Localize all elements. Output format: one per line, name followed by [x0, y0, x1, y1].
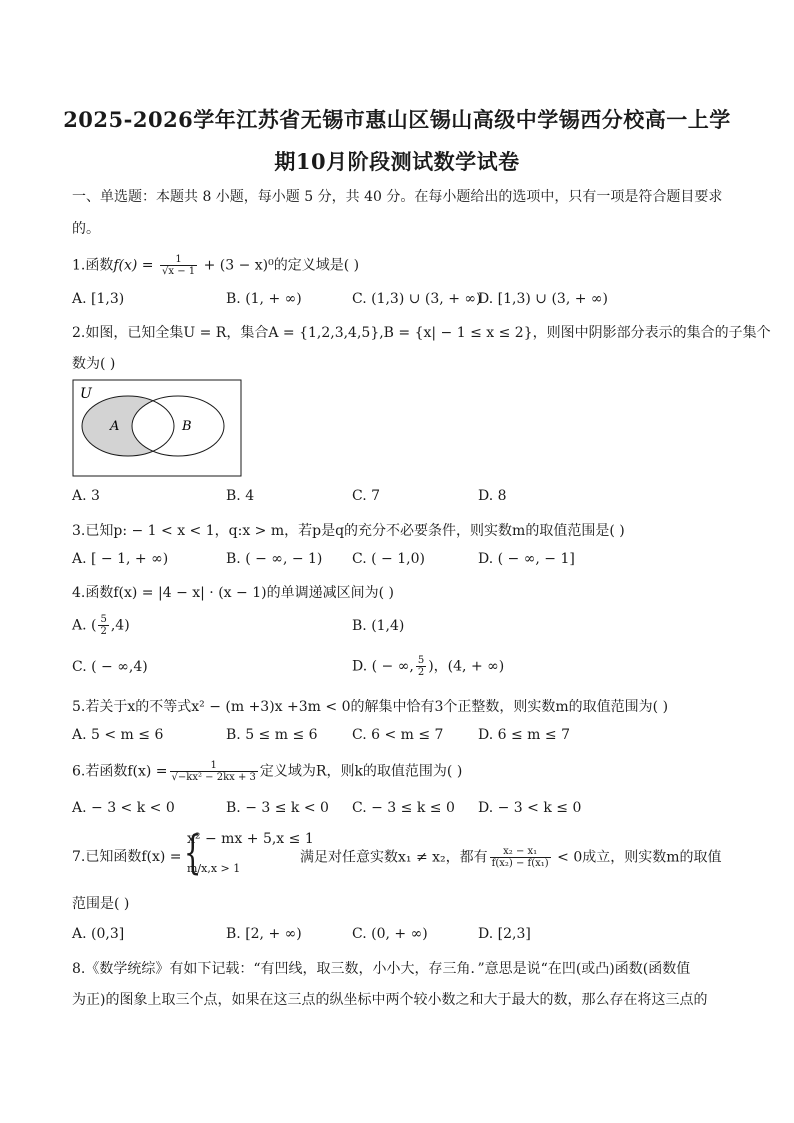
q5-option-b: B. 5 ≤ m ≤ 6 — [226, 727, 318, 743]
q6-option-c: C. − 3 ≤ k ≤ 0 — [352, 800, 455, 816]
q6-prefix: 6.若函数f(x) = — [72, 763, 168, 780]
exam-title-line1: 2025-2026学年江苏省无锡市惠山区锡山高级中学锡西分校高一上学 — [63, 107, 731, 132]
venn-diagram — [72, 379, 244, 477]
q4d-fraction — [416, 655, 426, 678]
q4a-prefix: A. ( — [72, 617, 97, 634]
q1-fraction — [160, 254, 197, 277]
q3-option-d: D. ( − ∞, − 1] — [478, 551, 575, 567]
q7-piece-top: x² − mx + 5,x ≤ 1 — [187, 831, 314, 847]
question-2-stem-line1: 2.如图，已知全集U = R，集合A = {1,2,3,4,5},B = {x| − 1 ≤ x ≤ 2}，则图中阴影部分表示的集合的子集个 — [72, 325, 771, 341]
q1-tail: + (3 − x)⁰的定义域是( ) — [199, 257, 360, 274]
q4a-suffix: ,4) — [110, 617, 130, 634]
q4-option-b: B. (1,4) — [352, 618, 405, 634]
question-8-stem-line1: 8.《数学统综》有如下记载：“有凹线，取三数，小小大，存三角．”意思是说“在凹(或凸)函数(函数值 — [72, 961, 691, 977]
question-7-prefix: 7.已知函数f(x) = — [72, 849, 182, 865]
q1-option-b: B. (1, + ∞) — [226, 291, 302, 307]
q2-option-b: B. 4 — [226, 488, 255, 504]
section-header-line1: 一、单选题：本题共 8 小题，每小题 5 分，共 40 分。在每小题给出的选项中，只有一项是符合题目要求 — [72, 189, 723, 205]
q7-option-c: C. (0, + ∞) — [352, 926, 428, 942]
q7-frac-den: f(x₂) − f(x₁) — [491, 858, 549, 869]
q4-option-d — [352, 655, 504, 678]
venn-label-a: A — [110, 419, 120, 434]
q4d-num: 5 — [417, 655, 425, 666]
question-7-stem-rest — [300, 846, 722, 869]
q7-tail: < 0成立，则实数m的取值 — [552, 849, 722, 866]
q4a-fraction — [98, 614, 108, 637]
q4d-prefix: D. ( − ∞, — [352, 658, 414, 675]
q4a-den: 2 — [100, 626, 107, 637]
q2-option-d: D. 8 — [478, 488, 507, 504]
q6-option-d: D. − 3 < k ≤ 0 — [478, 800, 582, 816]
question-7-stem-line2: 范围是( ) — [72, 896, 130, 912]
q3-option-b: B. ( − ∞, − 1) — [226, 551, 323, 567]
venn-label-b: B — [182, 419, 192, 434]
q6-frac-num: 1 — [170, 760, 258, 772]
q1-frac-num: 1 — [160, 254, 197, 266]
q2-option-a: A. 3 — [72, 488, 100, 504]
question-8-stem-line2: 为正)的图象上取三个点，如果在这三点的纵坐标中两个较小数之和大于最大的数，那么存在将这三点的 — [72, 992, 708, 1008]
q4-option-a — [72, 614, 130, 637]
q6-option-b: B. − 3 ≤ k < 0 — [226, 800, 329, 816]
q6-option-a: A. − 3 < k < 0 — [72, 800, 175, 816]
q6-tail: 定义域为R，则k的取值范围为( ) — [259, 763, 463, 780]
q7-option-d: D. [2,3] — [478, 926, 531, 942]
piecewise-brace: { — [183, 825, 202, 879]
q2-option-c: C. 7 — [352, 488, 381, 504]
q7-fraction — [490, 846, 551, 869]
q7-option-a: A. (0,3] — [72, 926, 125, 942]
venn-label-u: U — [80, 386, 92, 402]
question-5-stem: 5.若关于x的不等式x² − (m +3)x +3m < 0的解集中恰有3个正整数，则实数m的取值范围为( ) — [72, 699, 669, 715]
question-1-stem — [72, 254, 359, 277]
q4a-num: 5 — [100, 614, 107, 625]
q7-piece-bottom: m/x,x > 1 — [187, 862, 241, 875]
q7-frac-num: x₂ − x₁ — [490, 846, 551, 858]
set-b-circle — [132, 396, 224, 456]
q4-option-c: C. ( − ∞,4) — [72, 659, 148, 675]
question-4-stem: 4.函数f(x) = |4 − x| · (x − 1)的单调递减区间为( ) — [72, 585, 394, 601]
q6-fraction — [170, 760, 258, 783]
q1-option-a: A. [1,3) — [72, 291, 125, 307]
q6-frac-den: √−kx² − 2kx + 3 — [171, 772, 256, 783]
q7-mid: 满足对任意实数x₁ ≠ x₂，都有 — [300, 849, 488, 866]
question-2-stem-line2: 数为( ) — [72, 356, 116, 372]
section-header-line2: 的。 — [72, 221, 100, 237]
q1-prefix: 1.函数 — [72, 257, 114, 274]
q1-frac-den: √x − 1 — [162, 266, 196, 277]
q5-option-a: A. 5 < m ≤ 6 — [72, 727, 164, 743]
q3-option-a: A. [ − 1, + ∞) — [72, 551, 169, 567]
q5-option-d: D. 6 ≤ m ≤ 7 — [478, 727, 570, 743]
q5-option-c: C. 6 < m ≤ 7 — [352, 727, 444, 743]
question-6-stem — [72, 760, 462, 783]
q4d-den: 2 — [417, 667, 425, 678]
exam-title-line2: 期10月阶段测试数学试卷 — [274, 149, 520, 174]
q3-option-c: C. ( − 1,0) — [352, 551, 425, 567]
q1-option-c: C. (1,3) ∪ (3, + ∞) — [352, 291, 482, 307]
q7-option-b: B. [2, + ∞) — [226, 926, 302, 942]
q4d-suffix: )，(4, + ∞) — [428, 658, 505, 675]
q1-fx: f(x) = — [113, 257, 158, 274]
q1-option-d: D. [1,3) ∪ (3, + ∞) — [478, 291, 609, 307]
question-3-stem: 3.已知p: − 1 < x < 1，q:x > m，若p是q的充分不必要条件，则实数m的取值范围是( ) — [72, 523, 625, 539]
